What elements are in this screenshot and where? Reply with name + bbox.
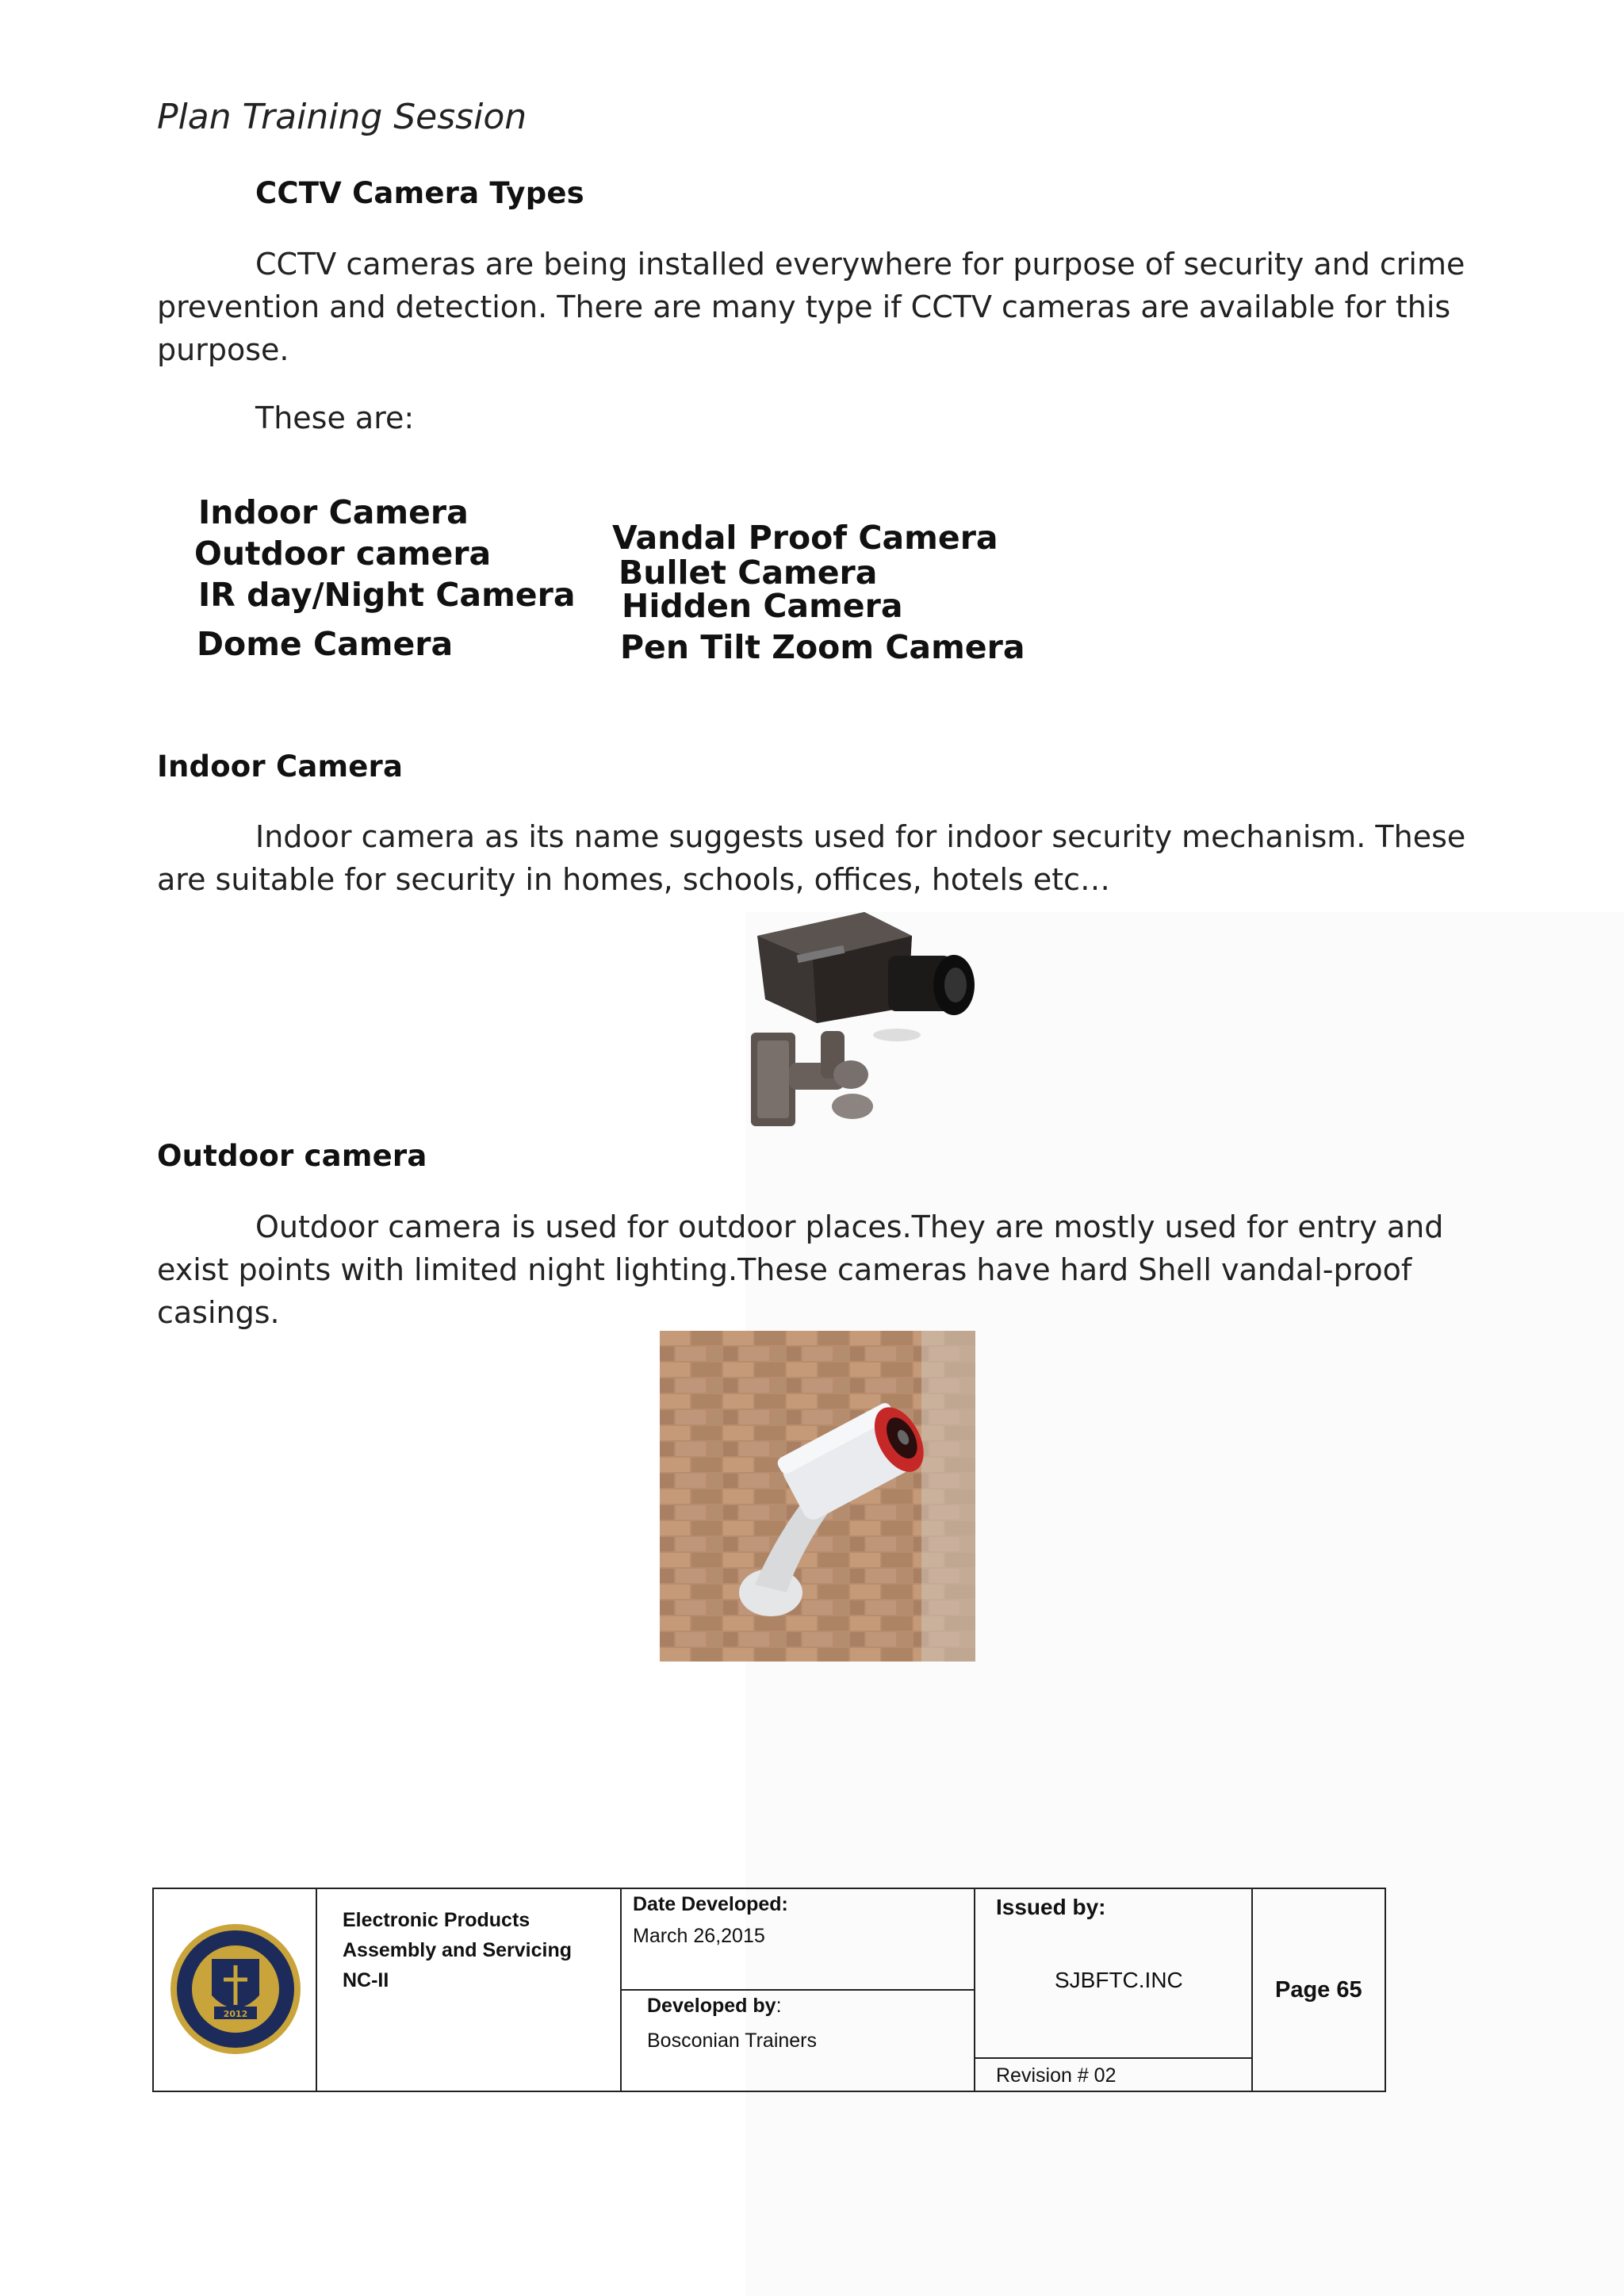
page-header-title: Plan Training Session [157, 97, 527, 137]
camera-type-outdoor: Outdoor camera [194, 535, 492, 573]
school-seal-logo [168, 1910, 303, 2068]
cctv-types-paragraph [157, 243, 1489, 371]
svg-text:2012: 2012 [223, 2009, 248, 2019]
indoor-camera-heading: Indoor Camera [157, 749, 404, 784]
cctv-types-intro: These are: [255, 401, 415, 435]
footer-developed-by [647, 1991, 782, 2021]
footer-developed-colon: : [776, 1995, 782, 2017]
indoor-camera-paragraph [157, 815, 1489, 901]
camera-type-ir: IR day/Night Camera [198, 576, 576, 614]
footer-course-title: Electronic Products Assembly and Servicing NC-II [343, 1909, 573, 1991]
camera-type-vandal-proof: Vandal Proof Camera [612, 519, 998, 557]
camera-type-indoor: Indoor Camera [198, 493, 469, 531]
cctv-types-text: CCTV cameras are being installed everywhere for purpose of security and crime prevention and detection. There are many type if CCTV cameras are available for this purpose. [157, 247, 1465, 367]
document-footer [152, 1888, 1386, 2092]
footer-issued-value: SJBFTC.INC [1055, 1968, 1183, 1992]
camera-type-bullet: Bullet Camera [619, 554, 878, 592]
outdoor-camera-heading: Outdoor camera [157, 1139, 427, 1173]
outdoor-camera-text: Outdoor camera is used for outdoor places.They are mostly used for entry and exist points with limited night lighting.These cameras have hard Shell vandal-proof casings. [157, 1209, 1444, 1330]
camera-type-hidden: Hidden Camera [622, 587, 903, 625]
footer-date-value: March 26,2015 [633, 1925, 765, 1947]
footer-issued-label: Issued by: [996, 1895, 1106, 1919]
camera-type-ptz: Pen Tilt Zoom Camera [620, 628, 1025, 666]
footer-developed-value: Bosconian Trainers [647, 2030, 818, 2052]
footer-developed-label: Developed by [647, 1995, 776, 2017]
cctv-types-heading: CCTV Camera Types [255, 176, 584, 210]
indoor-camera-text: Indoor camera as its name suggests used for indoor security mechanism. These are suitable for security in homes, schools, offices, hotels etc… [157, 819, 1466, 897]
footer-revision: Revision # 02 [996, 2064, 1116, 2087]
indoor-camera-image [741, 912, 979, 1142]
footer-date-label: Date Developed: [633, 1893, 788, 1915]
outdoor-camera-paragraph [157, 1205, 1489, 1334]
camera-type-dome: Dome Camera [197, 625, 454, 663]
footer-page-number: Page 65 [1275, 1977, 1362, 2003]
outdoor-camera-image [660, 1331, 975, 1662]
